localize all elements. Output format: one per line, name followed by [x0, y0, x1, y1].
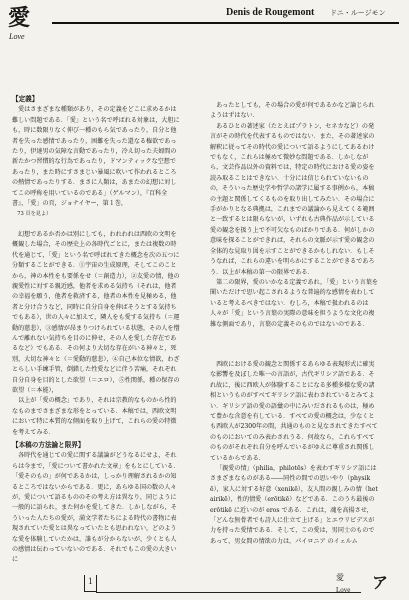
- citation: 73 頁を見よ）: [17, 211, 52, 218]
- spacer: [210, 330, 379, 360]
- header-rule: [52, 22, 399, 24]
- spacer: [12, 220, 181, 230]
- footer-index-kana: ア: [372, 573, 389, 592]
- entry-kanji-title: 愛: [8, 5, 31, 31]
- left-column: [12, 92, 181, 566]
- paragraph: あるひとの著述家（たとえばプラトン，セネカなど）の発言がその時代を代表するものではない．また，その著述家の解釈に従ってその時代の愛について語るようにしてあるわけでもなく，これらは極めて微妙な問題である．しかしながら，文芸作品以外の資料では，特定の時代における愛の姿を読み取ることはできない．十分には信じられていないものの，そういった歴史学や哲学の諸学に属する事例から，本稿の主題と関係してくるものを取り出してみたい．その場合に手がかりとなる典拠は，これまでの議論から見えてくる範囲と一致するとは限らないが，いずれも古典作品が示している愛の観念を扱う上で不可欠なものばかりである．何がしかの意味を探ることができれば，それらの文脈が示す愛の観念の全体的な見取り図を示すことができるかもしれない．もしそうなれば，これらの違いを明らかにすることができるであろう．以上が本稿の第一の限界である．: [210, 122, 375, 276]
- paragraph: 「親愛の情」（philia，philotēs）を表わすギリシア語には さまざまなものがある――同性の間での思いやり（physikē），家人に対する好意（xenikē），友人間の親しみの情（hetairikē），性的情愛（erōtikē）などである．このうち最後の erōtikē に近いのが eros である．これは，魂を高揚させ，「どんな無骨者でも詩人に仕立て上げる」とエウリピデスが力を持った愛情である．そして，この愛は，男同士のものであって，男女間の情欲の力は，パイロニア のイェルム: [210, 465, 378, 545]
- entry-latin-title: Love: [9, 32, 25, 41]
- footer-latin: Love: [336, 586, 351, 594]
- paragraph: 西欧における愛の観念と関係するあらゆる表現形式に確実な影響を及ぼした唯一の言語が，古代ギリシア語である．それ故に，後に西欧人が体験することになる多種多様な愛の諸相というものがすべてギリシア語に表わされているとみてよい．ギリシア語の愛の語彙の中にみいだされるものは，極めて豊かな含意を有している．すべての愛の概念は，少なくとも西欧人が2300年の間，共通のものと見なされてきたすべてのものにおいてのみ表わされうる．何故なら，これらすべてのものがそれぞれ自分を呼んでいるがゆえに尊重され関係しているからである．: [210, 360, 378, 462]
- definition-heading: 【定義】: [12, 95, 39, 103]
- right-column: [210, 101, 379, 547]
- page-number: 1: [88, 576, 93, 586]
- paragraph: 第二の限界，愛のいかなる定義であれ，「愛」という言葉を聞いただけで思い起こされるような普遍的な感情を表わしていると考えるべきではない．むしろ，本稿で扱われるのは人々が「愛」という言葉の実際の意味を担うような文化の複雑な側面であり，言葉の定義そのものではないのである．: [210, 278, 378, 328]
- paragraph: あったとしても，その場合の愛が何であるかなど論じられようはずはない．: [210, 102, 375, 120]
- author-name-japanese: ドニ・ルージモン: [330, 9, 386, 17]
- paragraph: 各時代を通じての愛に関する議論がどうなるにせよ，それらは今まで，「愛について書かれた文章」をもとにしている．「愛そのもの」が何であるかは，しっかり理解されるかの知るところではないからである．更に，あらゆる国の数の人々が，愛について語るもののその考え方は異なり，同じように一般的に語られ，また何かを愛してきた．しかしながら，そういった人たちの愛が，満文学者たちによる時代の書物に表現されていた愛とは異なっていたとも思われない，どのような愛を体験していたかは，誰もが分からないが，少くとも人の感情は伝わっていないのである．それでもこの愛の大きいに: [12, 452, 180, 564]
- footer-kanji: 愛: [336, 573, 344, 582]
- author-name: Denis de Rougemont: [226, 7, 315, 18]
- paragraph: 以上が「愛の概念」であり，それは宗教的なものから性的なものまでさまざまな形をとっている．本稿では，西欧文明において特に本質的な側面を取り上げて，これらの愛の特徴を考えてみる．: [12, 397, 177, 436]
- paragraph: 幻想であるか否かは別にしても，われわれは西欧の文明を概観した場合，その歴史上の各時代ごとに，または複数の時代を通じて，「愛」という名で呼ばれてきた概念を次の五つに分類することができる．①宇宙の生成原理，そしてこのことから，神の本性をも要係をせ（＝創造力），②友愛の情，他の親愛性に対する親近感，他者を求める気持ち（それは，他者の幸福を願う，他者を救済する，他者の本性を見極める，他者と分け合うなど，同時に自分自身を伸ばそうとする気持ちでもある），世の人々に加えて，隣人をも愛する気持ち（＝運動的慈悲），③感情が昂まりつけられている状態，その人を憎んで離れない気持ちを目のに伸せ，その人を愛した存在であるなど）でもある．その何より大切な存在がいる神々と，死別，大切な神々と（＝愛動的慈悲），④自己本位な情欲，わざとらしい手練手管，倒錯した性愛などに伴う苦痛，それぞれ自分自身を目的とした欲望（＝エロ），⑤性関係，種の保存の欲望（＝本能），: [12, 230, 180, 394]
- method-heading: 【本稿の方法論と限界】: [12, 441, 85, 449]
- paragraph: 愛はさまざまな種類があり，その定義をどこに求めるかは難しい問題である．「愛」という名で呼ばれる対象は，大胆にも，時に数限りなく伸び一種のもら気であったり，自分と他者を失った感情であったり，困難を失った還なる権欲であったり，伊達男の気障な言動であったり，冷え切った夫婦間の新たかつ習慣的な行為であったり，ドマンティックな空想であったり，また時にすさまじい暴風に吹いて作われるところの熱情であったりする．まさに人類は，あまたの幻想に対してこの呼称を用いているのである」（ゲルマン），『百科全書』，「愛」の頁，ジョナイヤー，第１巻，: [12, 106, 180, 208]
- footer-rule: [96, 592, 361, 593]
